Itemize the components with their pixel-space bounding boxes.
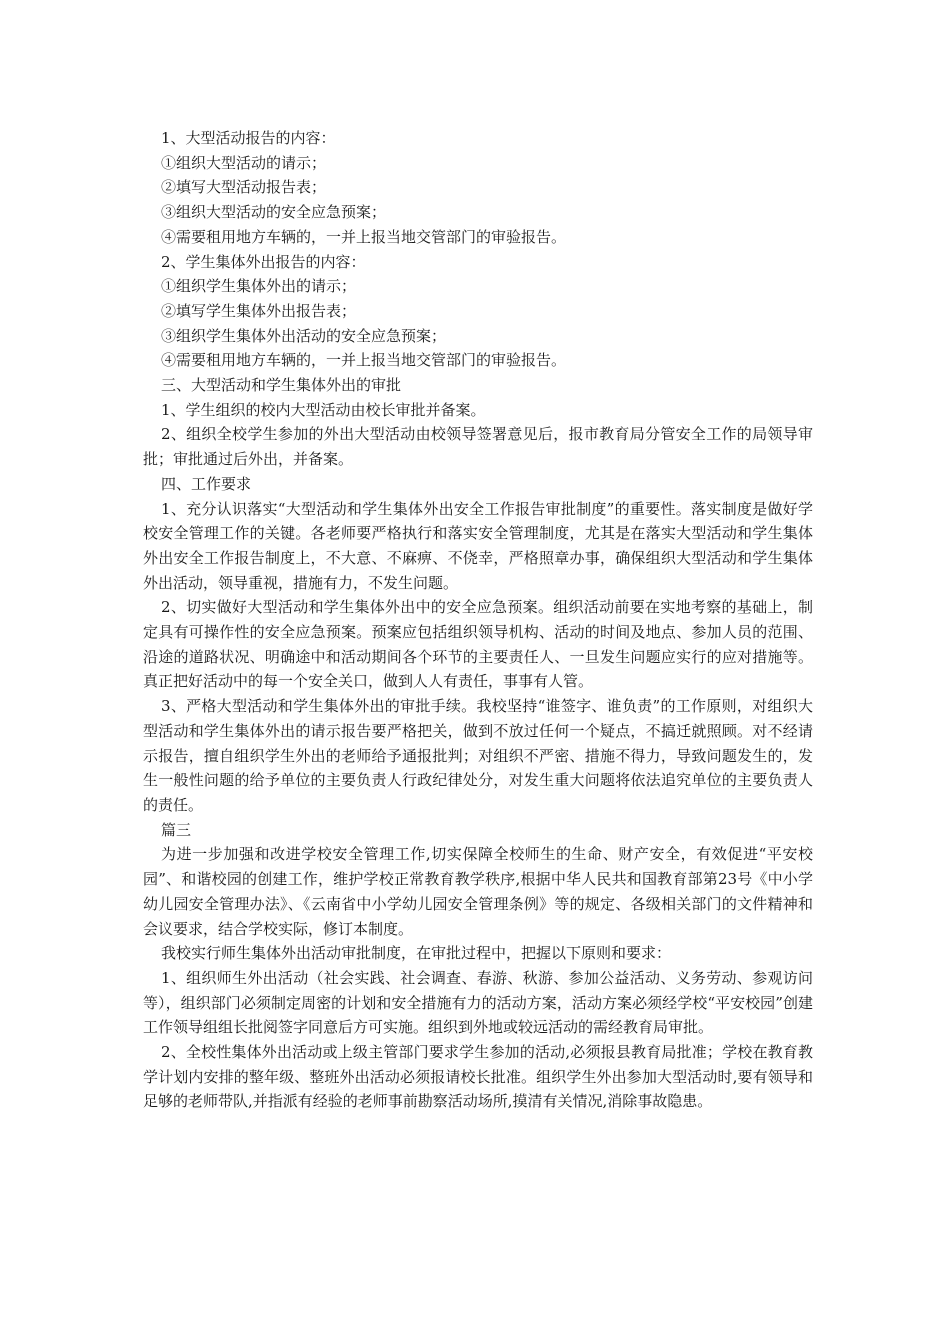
paragraph: 2、组织全校学生参加的外出大型活动由校领导签署意见后，报市教育局分管安全工作的局领导审批；审批通过后外出，并备案。	[143, 425, 813, 469]
paragraph: 1、充分认识落实“大型活动和学生集体外出安全工作报告审批制度”的重要性。落实制度是做好学校安全管理工作的关键。各老师要严格执行和落实安全管理制度，尤其是在落实大型活动和学生集体外出安全工作报告制度上，不大意、不麻痹、不侥幸，严格照章办事，确保组织大型活动和学生集体外出活动，领导重视，措施有力，不发生问题。	[143, 499, 813, 592]
paragraph: ①组织大型活动的请示；	[161, 153, 327, 172]
paragraph: 2、全校性集体外出活动或上级主管部门要求学生参加的活动,必须报县教育局批准；学校在教育教学计划内安排的整年级、整班外出活动必须报请校长批准。组织学生外出参加大型活动时,要有领导和足够的老师带队,并指派有经验的老师事前勘察活动场所,摸清有关情况,消除事故隐患。	[143, 1043, 813, 1111]
paragraph: ④需要租用地方车辆的，一并上报当地交管部门的审验报告。	[161, 351, 567, 370]
paragraph: 2、学生集体外出报告的内容：	[161, 252, 366, 271]
section-heading: 篇三	[161, 820, 192, 839]
paragraph: 为进一步加强和改进学校安全管理工作,切实保障全校师生的生命、财产安全，有效促进“平安校园”、和谐校园的创建工作，维护学校正常教育教学秩序,根据中华人民共和国教育部第23号《中小学幼儿园安全管理办法》、《云南省中小学幼儿园安全管理条例》等的规定、各级相关部门的文件精神和会议要求，结合学校实际，修订本制度。	[143, 845, 813, 938]
section-heading: 四、工作要求	[161, 474, 252, 493]
paragraph: ③组织大型活动的安全应急预案；	[161, 203, 387, 222]
paragraph: 3、严格大型活动和学生集体外出的审批手续。我校坚持“谁签字、谁负责”的工作原则，对组织大型活动和学生集体外出的请示报告要严格把关，做到不放过任何一个疑点，不搞迁就照顾。对不经请示报告，擅自组织学生外出的老师给予通报批判；对组织不严密、措施不得力，导致问题发生的，发生一般性问题的给予单位的主要负责人行政纪律处分，对发生重大问题将依法追究单位的主要负责人的责任。	[143, 697, 813, 814]
paragraph: ②填写大型活动报告表；	[161, 178, 327, 197]
paragraph: 1、组织师生外出活动（社会实践、社会调查、春游、秋游、参加公益活动、义务劳动、参观访问等），组织部门必须制定周密的计划和安全措施有力的活动方案，活动方案必须经学校“平安校园”创建工作领导组组长批阅签字同意后方可实施。组织到外地或较远活动的需经教育局审批。	[143, 968, 813, 1037]
paragraph: ③组织学生集体外出活动的安全应急预案；	[161, 326, 447, 345]
section-heading: 三、大型活动和学生集体外出的审批	[161, 376, 402, 395]
document-body	[143, 126, 813, 1114]
paragraph: ②填写学生集体外出报告表；	[161, 301, 357, 320]
paragraph: ①组织学生集体外出的请示；	[161, 277, 357, 296]
paragraph: ④需要租用地方车辆的，一并上报当地交管部门的审验报告。	[161, 227, 567, 246]
paragraph: 1、大型活动报告的内容：	[161, 129, 336, 147]
paragraph: 2、切实做好大型活动和学生集体外出中的安全应急预案。组织活动前要在实地考察的基础上，制定具有可操作性的安全应急预案。预案应包括组织领导机构、活动的时间及地点、参加人员的范围、沿途的道路状况、明确途中和活动期间各个环节的主要责任人、一旦发生问题应实行的应对措施等。真正把好活动中的每一个安全关口，做到人人有责任，事事有人管。	[143, 598, 813, 691]
paragraph: 我校实行师生集体外出活动审批制度，在审批过程中，把握以下原则和要求：	[161, 944, 672, 963]
paragraph: 1、学生组织的校内大型活动由校长审批并备案。	[161, 400, 486, 419]
